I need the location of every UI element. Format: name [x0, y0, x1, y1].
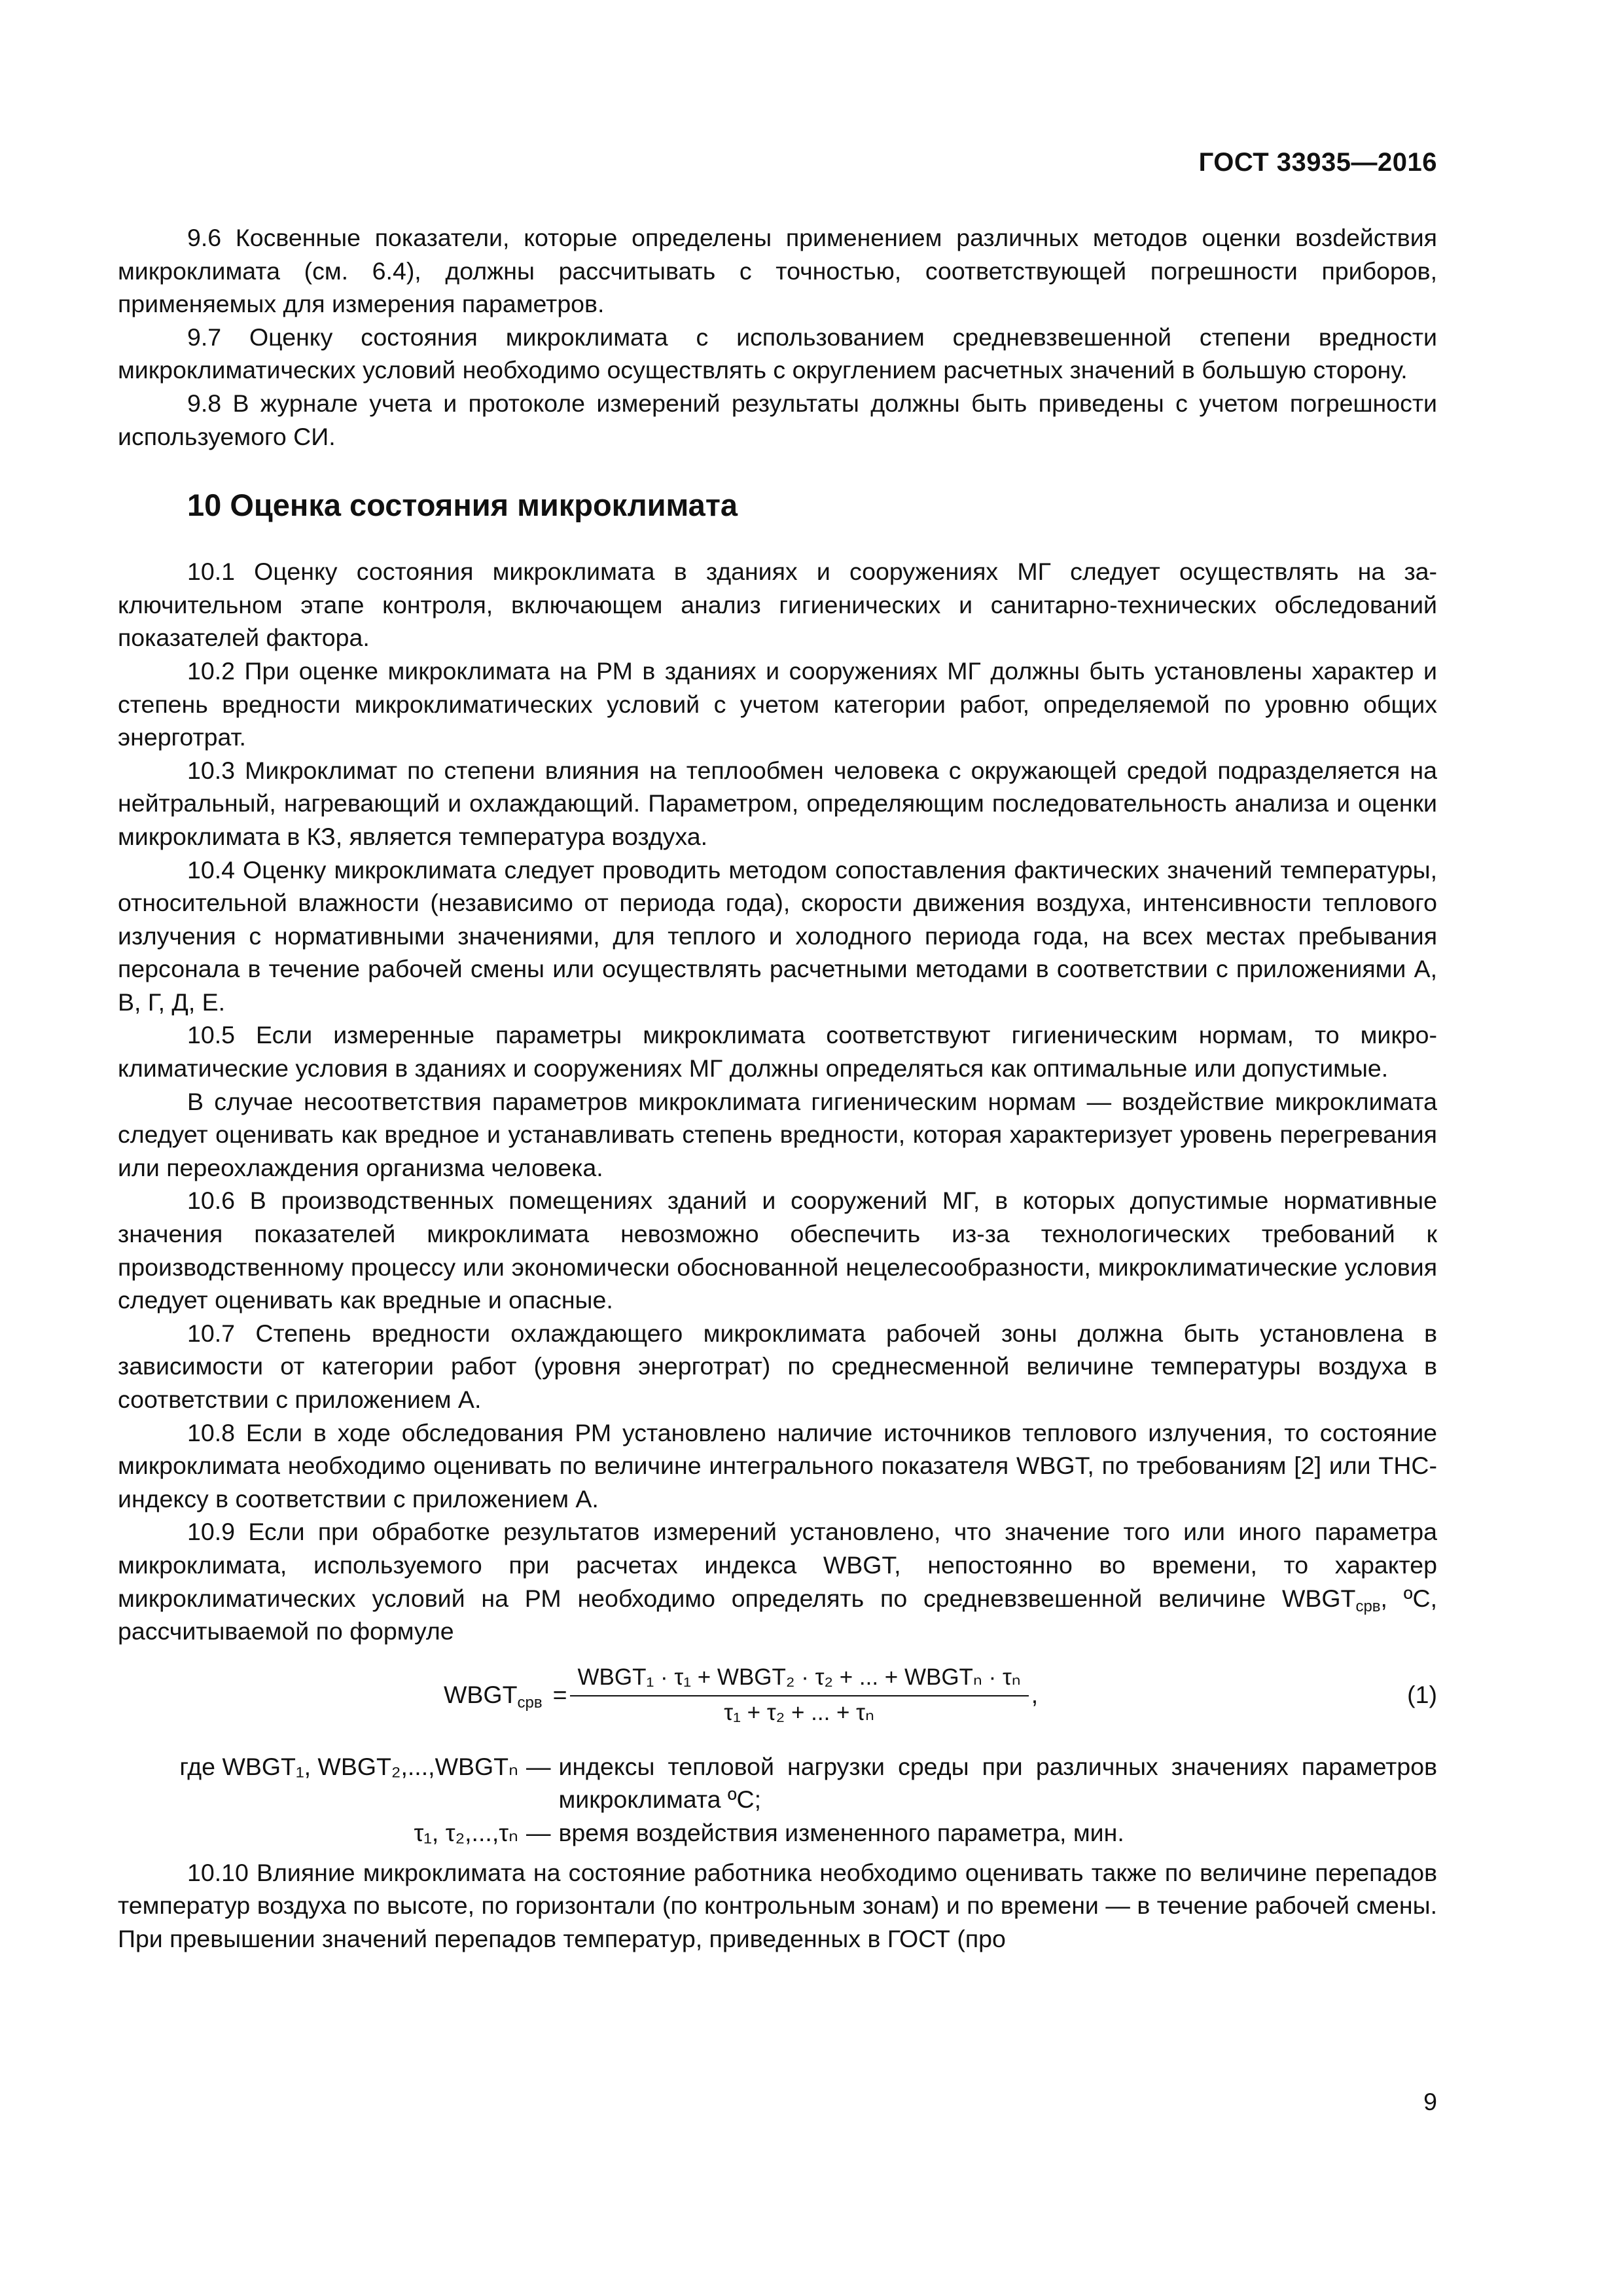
- equation-number: (1): [1407, 1680, 1437, 1708]
- formula-lhs: [444, 1678, 543, 1712]
- wbgt-subscript: срв: [1355, 1597, 1381, 1615]
- document-body: [118, 221, 1437, 1955]
- legend-dash: —: [526, 1752, 551, 1780]
- paragraph-10-5-continued: В случае несоответствия параметров микроклимата гигиеническим нормам — воздействие микроклимата следует оценивать как вредное и устанавливать степень вредности, которая характеризует уровень перегревания или переохлаждения организма человека.: [118, 1087, 1437, 1181]
- formula-denominator: τ₁ + τ₂ + ... + τₙ: [724, 1699, 874, 1725]
- paragraph-10-9-tail: , ºС, рассчитываемой по формуле: [118, 1584, 1437, 1645]
- formula-1: [444, 1659, 1038, 1732]
- page-number: 9: [1423, 2088, 1437, 2115]
- formula-equals: =: [552, 1681, 567, 1709]
- formula-trailing-comma: ,: [1031, 1681, 1039, 1709]
- legend-term: где WBGT₁, WBGT₂,...,WBGTₙ: [179, 1752, 518, 1780]
- paragraph-10-3: 10.3 Микроклимат по степени влияния на теплообмен человека с окружающей средой подразделяется на нейтральный, нагревающий и охлаждающий. Параметром, определяющим последовательность анализа и оценки микроклимата в КЗ, является температура воздуха.: [118, 756, 1437, 850]
- document-header-code: ГОСТ 33935—2016: [1198, 148, 1437, 177]
- legend-item-tau: [118, 1816, 1437, 1850]
- formula-fraction: [570, 1662, 1029, 1728]
- formula-lhs-symbol: WBGT: [444, 1681, 518, 1709]
- legend-term: τ₁, τ₂,...,τₙ: [414, 1818, 518, 1846]
- paragraph-9-7: 9.7 Оценку состояния микроклимата с использованием средневзвешенной степени вредности микроклиматических условий необходимо осуществлять с округлением расчетных значений в большую сторону.: [118, 323, 1437, 384]
- legend-description: время воздействия измененного параметра, мин.: [558, 1818, 1124, 1846]
- paragraph-10-9: [118, 1515, 1437, 1647]
- formula-numerator: WBGT₁ · τ₁ + WBGT₂ · τ₂ + ... + WBGTₙ · τₙ: [570, 1662, 1029, 1696]
- legend-item-wbgt: [118, 1750, 1437, 1816]
- section-heading: 10 Оценка состояния микроклимата: [187, 488, 738, 523]
- paragraph-10-8: 10.8 Если в ходе обследования РМ установлено наличие источников теплового излучения, то состояние микроклимата необходимо оценивать по величине интегрального показателя WBGT, по требованиям [2] или ТНС-индексу в соответствии с приложением А.: [118, 1418, 1437, 1513]
- paragraph-10-2: 10.2 При оценке микроклимата на РМ в зданиях и сооружениях МГ должны быть установлены характер и степень вредности микроклиматических условий с учетом категории работ, определяемой по уровню общих энерготрат.: [118, 656, 1437, 751]
- legend-description: индексы тепловой нагрузки среды при различных значениях параметров микроклимата ºС;: [558, 1752, 1437, 1814]
- formula-legend: [118, 1750, 1437, 1850]
- formula-lhs-subscript: срв: [517, 1694, 543, 1712]
- paragraph-10-4: 10.4 Оценку микроклимата следует проводить методом сопоставления фактических значений температуры, относительной влажности (независимо от периода года), скорости движения воздуха, интенсивности теплового излучения с нормативными значениями, для теплого и холодного периода года, на всех местах пребывания персонала в течение рабочей смены или осуществлять расчетными методами в соответствии с приложениями А, В, Г, Д, Е.: [118, 855, 1437, 1016]
- legend-dash: —: [526, 1818, 551, 1846]
- formula-block: [118, 1659, 1437, 1732]
- paragraph-10-7: 10.7 Степень вредности охлаждающего микроклимата рабочей зоны должна быть установлена в зависимости от категории работ (уровня энерготрат) по среднесменной величине температуры воздуха в соответствии с приложением А.: [118, 1319, 1437, 1413]
- paragraph-10-5: 10.5 Если измеренные параметры микроклимата соответствуют гигиеническим нормам, то микроклиматические условия в зданиях и сооружениях МГ должны определяться как оптимальные или допустимые.: [118, 1021, 1437, 1083]
- paragraph-10-10: 10.10 Влияние микроклимата на состояние работника необходимо оценивать также по величине перепадов температур воздуха по высоте, по горизонтали (по контрольным зонам) и по времени — в течение рабочей смены. При превышении значений перепадов температур, приведенных в ГОСТ (про: [118, 1858, 1437, 1952]
- paragraph-9-8: 9.8 В журнале учета и протоколе измерений результаты должны быть приведены с учетом погрешности используемого СИ.: [118, 389, 1437, 450]
- paragraph-10-9-text: 10.9 Если при обработке результатов измерений установлено, что значение того или иного параметра микроклимата, используемого при расчетах индекса WBGT, непостоянно во времени, то характер микроклиматических условий на РМ необходимо определять по средневзвешенной величине WBGT: [118, 1518, 1437, 1612]
- paragraph-10-1: 10.1 Оценку состояния микроклимата в зданиях и сооружениях МГ следует осуществлять на заключительном этапе контроля, включающем анализ гигиенических и санитарно-технических обследований показателей фактора.: [118, 558, 1437, 652]
- paragraph-9-6: 9.6 Косвенные показатели, которые определены применением различных методов оценки возdействия микроклимата (см. 6.4), должны рассчитывать с точностью, соответствующей погрешности приборов, применяемых для измерения параметров.: [118, 224, 1437, 318]
- paragraph-10-6: 10.6 В производственных помещениях зданий и сооружений МГ, в которых допустимые нормативные значения показателей микроклимата невозможно обеспечить из-за технологических требований к производственному процессу или экономически обоснованной нецелесообразности, микроклиматические условия следует оценивать как вредные и опасные.: [118, 1187, 1437, 1314]
